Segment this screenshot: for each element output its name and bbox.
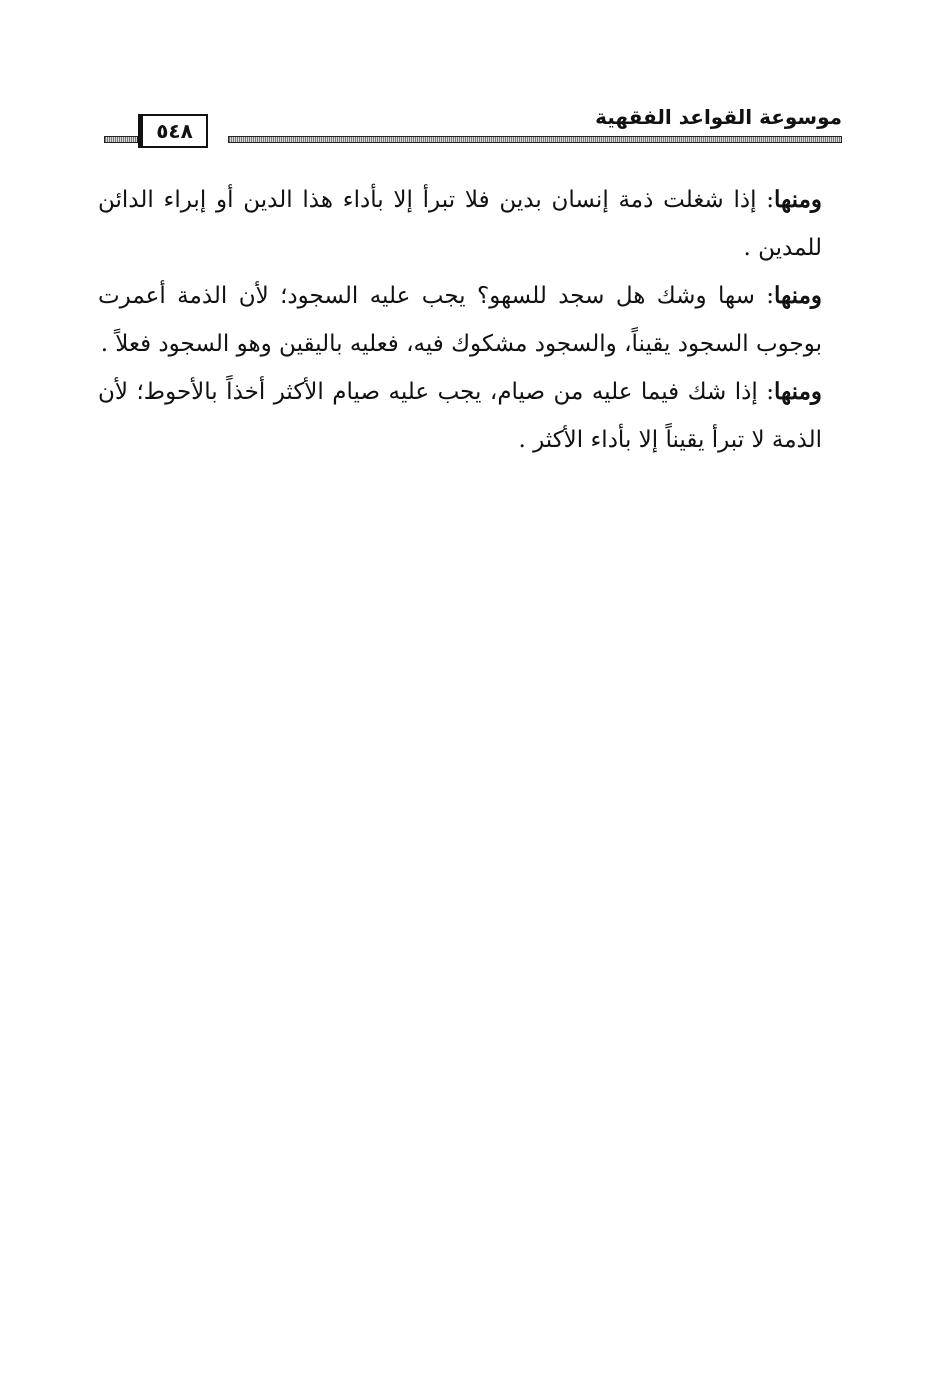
paragraph-text: : إذا شغلت ذمة إنسان بدين فلا تبرأ إلا بأداء هذا الدين أو إبراء الدائن للمدين . [98, 187, 822, 261]
book-title: موسوعة القواعد الفقهية [595, 105, 842, 129]
paragraph-lead: ومنها [774, 282, 822, 309]
paragraph-text: : إذا شك فيما عليه من صيام، يجب عليه صيام الأكثر أخذاً بالأحوط؛ لأن الذمة لا تبرأ يقيناً إلا بأداء الأكثر . [98, 379, 822, 453]
header-rule [228, 136, 842, 143]
paragraph-lead: ومنها [774, 186, 822, 213]
header-rule-left [104, 136, 138, 143]
page-body [98, 176, 822, 464]
running-header [104, 104, 842, 150]
paragraph-lead: ومنها [774, 378, 822, 405]
paragraph [98, 176, 822, 272]
paragraph [98, 368, 822, 464]
paragraph-text: : سها وشك هل سجد للسهو؟ يجب عليه السجود؛ لأن الذمة أعمرت بوجوب السجود يقيناً، والسجود مشكوك فيه، فعليه باليقين وهو السجود فعلاً . [98, 283, 822, 357]
page-number: ٥٤٨ [138, 114, 208, 148]
paragraph [98, 272, 822, 368]
